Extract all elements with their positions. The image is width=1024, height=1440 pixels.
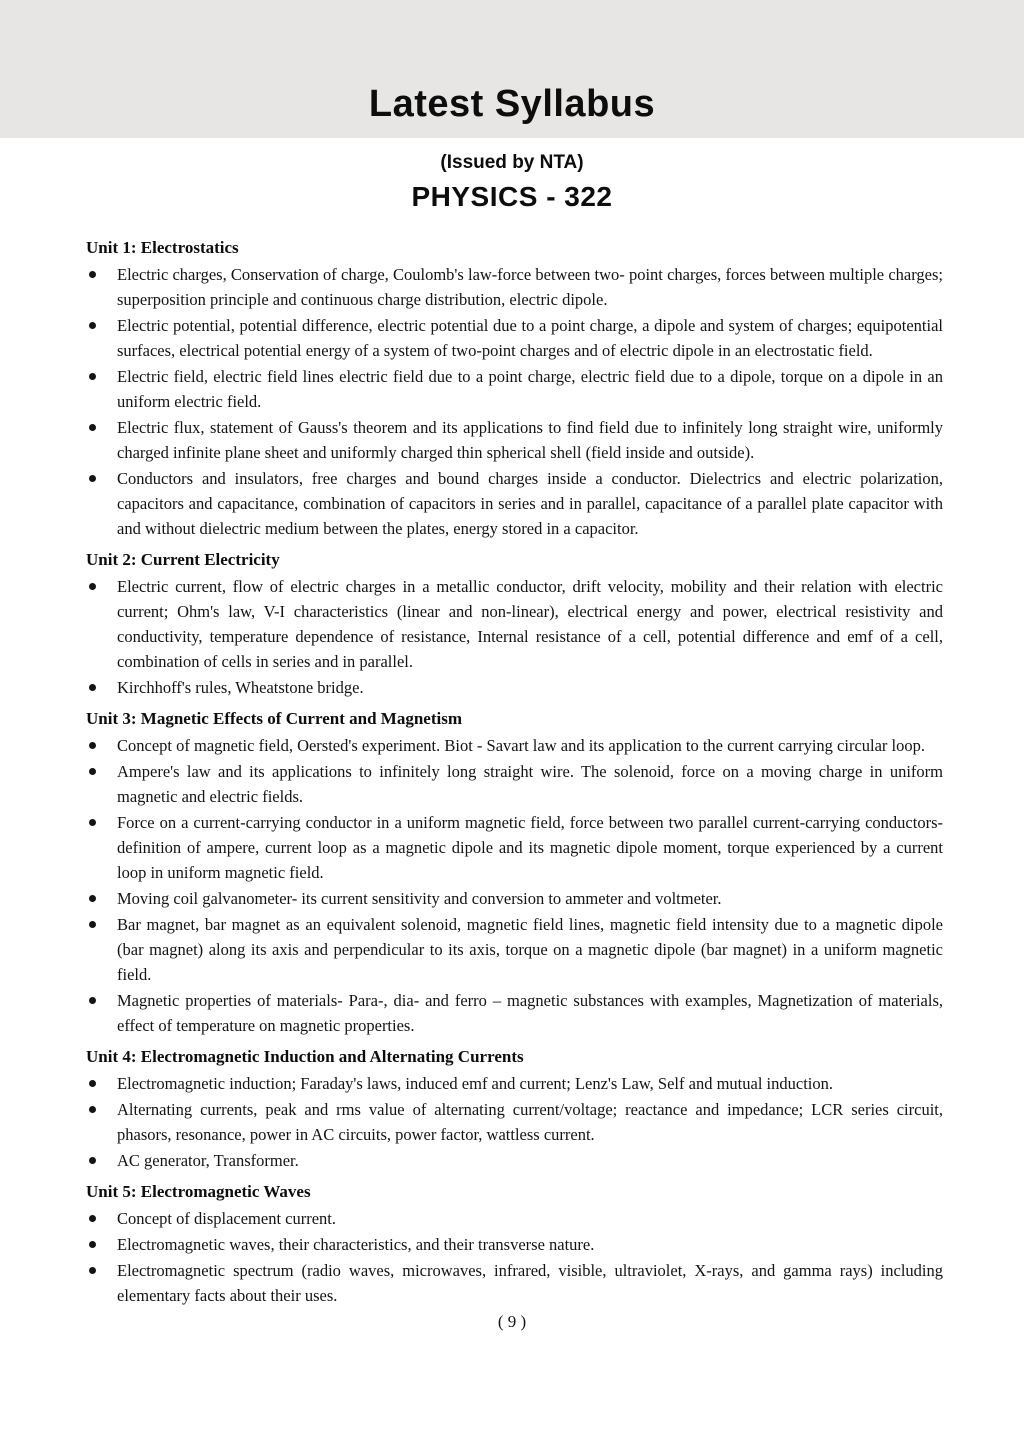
bullet-text: Conductors and insulators, free charges and bound charges inside a conductor. Dielectrics and electric polarization, capacitors and capacitance, combination of capacitors in series and in parallel, capacitance of a parallel plate capacitor with and without dielectric medium between the plates, energy stored in a capacitor. bbox=[117, 469, 943, 538]
unit-bullet-list bbox=[86, 262, 943, 541]
unit-heading: Unit 2: Current Electricity bbox=[86, 550, 280, 569]
bullet-text: AC generator, Transformer. bbox=[117, 1151, 299, 1170]
unit-heading: Unit 4: Electromagnetic Induction and Alternating Currents bbox=[86, 1047, 524, 1066]
bullet-icon bbox=[89, 271, 96, 278]
syllabus-bullet-item bbox=[86, 1258, 943, 1308]
bullet-text: Magnetic properties of materials- Para-, dia- and ferro – magnetic substances with examples, Magnetization of materials, effect of temperature on magnetic properties. bbox=[117, 991, 943, 1035]
syllabus-bullet-item bbox=[86, 466, 943, 541]
bullet-icon bbox=[89, 895, 96, 902]
bullet-text: Force on a current-carrying conductor in a uniform magnetic field, force between two parallel current-carrying conductors-definition of ampere, current loop as a magnetic dipole and its magnetic dipole moment, torque experienced by a current loop in uniform magnetic field. bbox=[117, 813, 943, 882]
bullet-text: Ampere's law and its applications to infinitely long straight wire. The solenoid, force on a moving charge in uniform magnetic and electric fields. bbox=[117, 762, 943, 806]
bullet-text: Bar magnet, bar magnet as an equivalent solenoid, magnetic field lines, magnetic field intensity due to a magnetic dipole (bar magnet) along its axis and perpendicular to its axis, torque on a magnetic dipole (bar magnet) in a uniform magnetic field. bbox=[117, 915, 943, 984]
unit-bullet-list bbox=[86, 733, 943, 1038]
bullet-text: Electric charges, Conservation of charge, Coulomb's law-force between two- point charges, forces between multiple charges; superposition principle and continuous charge distribution, electric dipole. bbox=[117, 265, 943, 309]
bullet-icon bbox=[89, 997, 96, 1004]
syllabus-unit bbox=[86, 547, 943, 700]
bullet-icon bbox=[89, 1106, 96, 1113]
bullet-text: Alternating currents, peak and rms value of alternating current/voltage; reactance and impedance; LCR series circuit, phasors, resonance, power in AC circuits, power factor, wattless current. bbox=[117, 1100, 943, 1144]
bullet-text: Concept of magnetic field, Oersted's experiment. Biot - Savart law and its application to the current carrying circular loop. bbox=[117, 736, 926, 755]
issued-by-subtitle: (Issued by NTA) bbox=[440, 152, 584, 173]
syllabus-bullet-item bbox=[86, 1232, 943, 1257]
bullet-icon bbox=[89, 475, 96, 482]
syllabus-content bbox=[0, 213, 1024, 1308]
syllabus-unit bbox=[86, 1044, 943, 1173]
unit-bullet-list bbox=[86, 574, 943, 700]
page-number: ( 9 ) bbox=[497, 1312, 527, 1331]
syllabus-bullet-item bbox=[86, 262, 943, 312]
syllabus-unit bbox=[86, 1179, 943, 1308]
syllabus-bullet-item bbox=[86, 1097, 943, 1147]
bullet-icon bbox=[89, 684, 96, 691]
bullet-icon bbox=[89, 742, 96, 749]
bullet-icon bbox=[89, 1215, 96, 1222]
syllabus-bullet-item bbox=[86, 988, 943, 1038]
bullet-text: Moving coil galvanometer- its current sensitivity and conversion to ammeter and voltmeter. bbox=[117, 889, 722, 908]
bullet-text: Electric current, flow of electric charges in a metallic conductor, drift velocity, mobility and their relation with electric current; Ohm's law, V-I characteristics (linear and non-linear), electrical energy and power, electrical resistivity and conductivity, temperature dependence of resistance, Internal resistance of a cell, potential difference and emf of a cell, combination of cells in series and in parallel. bbox=[117, 577, 943, 671]
page-header-band bbox=[0, 0, 1024, 138]
unit-heading: Unit 5: Electromagnetic Waves bbox=[86, 1182, 311, 1201]
syllabus-bullet-item bbox=[86, 759, 943, 809]
bullet-text: Electromagnetic spectrum (radio waves, microwaves, infrared, visible, ultraviolet, X-rays, and gamma rays) including elementary facts about their uses. bbox=[117, 1261, 943, 1305]
bullet-icon bbox=[89, 583, 96, 590]
syllabus-bullet-item bbox=[86, 313, 943, 363]
bullet-icon bbox=[89, 768, 96, 775]
unit-heading: Unit 1: Electrostatics bbox=[86, 238, 239, 257]
subject-title: PHYSICS - 322 bbox=[411, 181, 613, 212]
syllabus-bullet-item bbox=[86, 1206, 943, 1231]
syllabus-bullet-item bbox=[86, 675, 943, 700]
bullet-icon bbox=[89, 1241, 96, 1248]
syllabus-bullet-item bbox=[86, 364, 943, 414]
unit-bullet-list bbox=[86, 1206, 943, 1308]
syllabus-bullet-item bbox=[86, 733, 943, 758]
syllabus-bullet-item bbox=[86, 886, 943, 911]
bullet-text: Concept of displacement current. bbox=[117, 1209, 337, 1228]
bullet-text: Electric potential, potential difference, electric potential due to a point charge, a dipole and system of charges; equipotential surfaces, electrical potential energy of a system of two-point charges and of electric dipole in an electrostatic field. bbox=[117, 316, 943, 360]
bullet-icon bbox=[89, 424, 96, 431]
syllabus-bullet-item bbox=[86, 415, 943, 465]
syllabus-bullet-item bbox=[86, 912, 943, 987]
syllabus-bullet-item bbox=[86, 1071, 943, 1096]
bullet-text: Electric flux, statement of Gauss's theorem and its applications to find field due to infinitely long straight wire, uniformly charged infinite plane sheet and uniformly charged thin spherical shell (field inside and outside). bbox=[117, 418, 943, 462]
syllabus-bullet-item bbox=[86, 810, 943, 885]
bullet-text: Electromagnetic induction; Faraday's laws, induced emf and current; Lenz's Law, Self and mutual induction. bbox=[117, 1074, 833, 1093]
bullet-text: Electromagnetic waves, their characteristics, and their transverse nature. bbox=[117, 1235, 595, 1254]
bullet-icon bbox=[89, 921, 96, 928]
syllabus-unit bbox=[86, 235, 943, 541]
unit-heading: Unit 3: Magnetic Effects of Current and Magnetism bbox=[86, 709, 462, 728]
syllabus-unit bbox=[86, 706, 943, 1038]
bullet-icon bbox=[89, 1080, 96, 1087]
syllabus-bullet-item bbox=[86, 574, 943, 674]
page-title: Latest Syllabus bbox=[368, 83, 656, 125]
bullet-text: Kirchhoff's rules, Wheatstone bridge. bbox=[117, 678, 364, 697]
syllabus-bullet-item bbox=[86, 1148, 943, 1173]
unit-bullet-list bbox=[86, 1071, 943, 1173]
bullet-text: Electric field, electric field lines electric field due to a point charge, electric field due to a dipole, torque on a dipole in an uniform electric field. bbox=[117, 367, 943, 411]
bullet-icon bbox=[89, 373, 96, 380]
bullet-icon bbox=[89, 819, 96, 826]
bullet-icon bbox=[89, 1157, 96, 1164]
bullet-icon bbox=[89, 1267, 96, 1274]
bullet-icon bbox=[89, 322, 96, 329]
